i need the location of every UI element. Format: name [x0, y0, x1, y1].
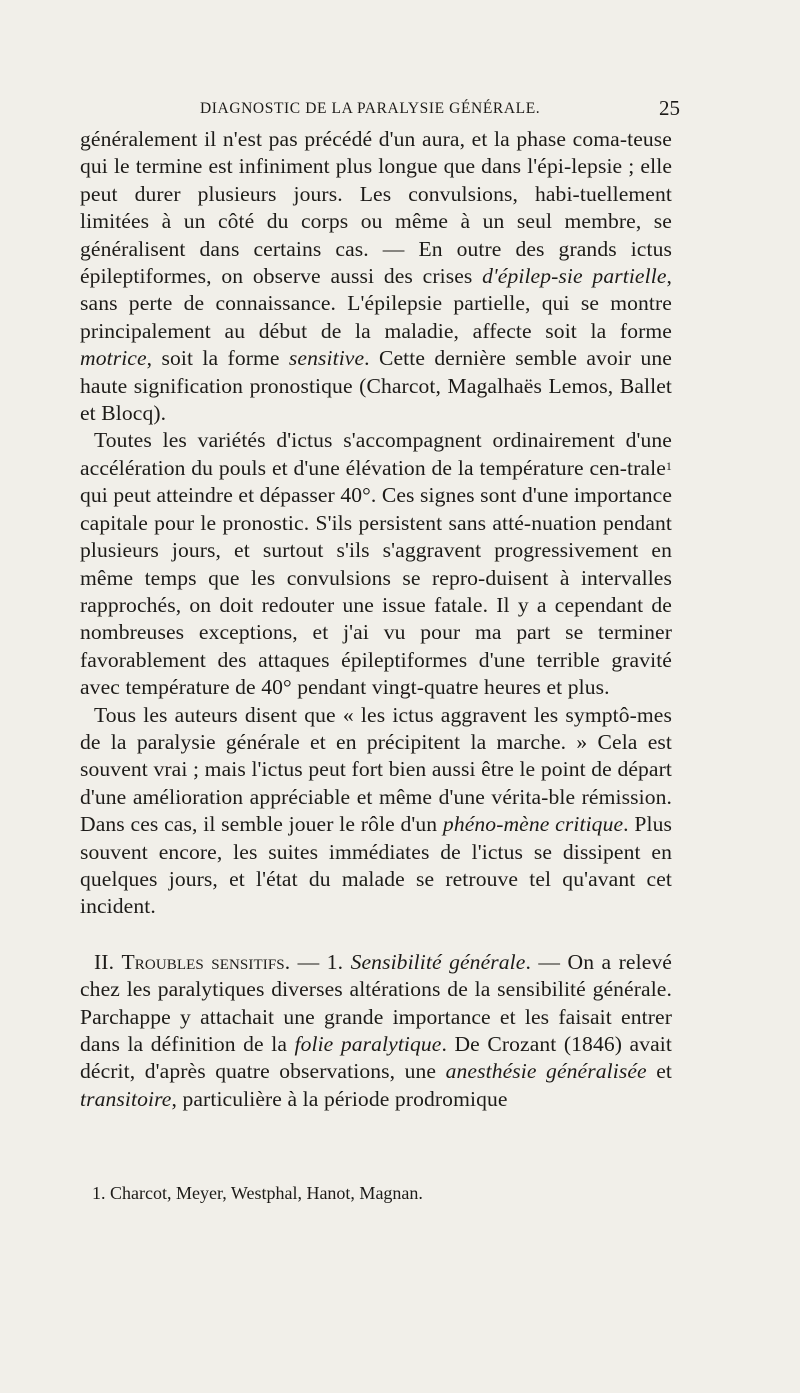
paragraph-1: généralement il n'est pas précédé d'un aura, et la phase coma-teuse qui le termine est infiniment plus longue que dans l'épi-lepsie ; elle peut durer plusieurs jours. Les convulsions, habi-tuellement limitées à un côté du corps ou même à un seul membre, se généralisent dans certains cas. — En outre des grands ictus épileptiformes, on observe aussi des crises d'épilep-sie partielle, sans perte de connaissance. L'épilepsie partielle, qui se montre principalement au début de la maladie, affecte soit la forme motrice, soit la forme sensitive. Cette dernière semble avoir une haute signification pronostique (Charcot, Magalhaës Lemos, Ballet et Blocq). [80, 127, 672, 426]
section-title: Troubles sensitifs [121, 949, 285, 974]
section-heading-paragraph: II. Troubles sensitifs. — 1. Sensibilité générale. — On a relevé chez les paralytiques diverses altérations de la sensibilité générale. Parchappe y attachait une grande importance et les faisait entrer dans la définition de la folie paralytique. De Crozant (1846) avait décrit, d'après quatre observations, une anesthésie généralisée et transitoire, particulière à la période prodromique [80, 949, 672, 1111]
paragraph-2: Toutes les variétés d'ictus s'accompagnent ordinairement d'une accélération du pouls et d'une élévation de la température cen-trale$^1$ qui peut atteindre et dépasser 40°. Ces signes sont d'une importance capitale pour le pronostic. S'ils persistent sans atté-nuation pendant plusieurs jours, et surtout s'ils s'aggravent progressivement en même temps que les convulsions se repro-duisent à intervalles rapprochés, on doit redouter une issue fatale. Il y a cependant de nombreuses exceptions, et j'ai vu pour ma part se terminer favorablement des attaques épileptiformes d'une terrible gravité avec température de 40° pendant vingt-quatre heures et plus. [80, 428, 673, 700]
paragraph-3: Tous les auteurs disent que « les ictus aggravent les symptô-mes de la paralysie générale et en précipitent la marche. » Cela est souvent vrai ; mais l'ictus peut fort bien aussi être le point de départ d'une amélioration appréciable et même d'une vérita-ble rémission. Dans ces cas, il semble jouer le rôle d'un phéno-mène critique. Plus souvent encore, les suites immédiates de l'ictus se dissipent en quelques jours, et l'état du malade se retrouve tel qu'avant cet incident. [80, 702, 672, 919]
footnote [92, 1183, 652, 1204]
subsection-title: Sensibilité générale [350, 949, 526, 974]
running-title: DIAGNOSTIC DE LA PARALYSIE GÉNÉRALE. [200, 100, 541, 117]
page-header [80, 96, 680, 126]
footnote-text: Charcot, Meyer, Westphal, Hanot, Magnan. [110, 1183, 423, 1203]
body-text [80, 126, 672, 1113]
footnote-number: 1. [92, 1183, 106, 1203]
footnote-ref: 1 [665, 458, 672, 473]
page-number: 25 [659, 96, 680, 120]
